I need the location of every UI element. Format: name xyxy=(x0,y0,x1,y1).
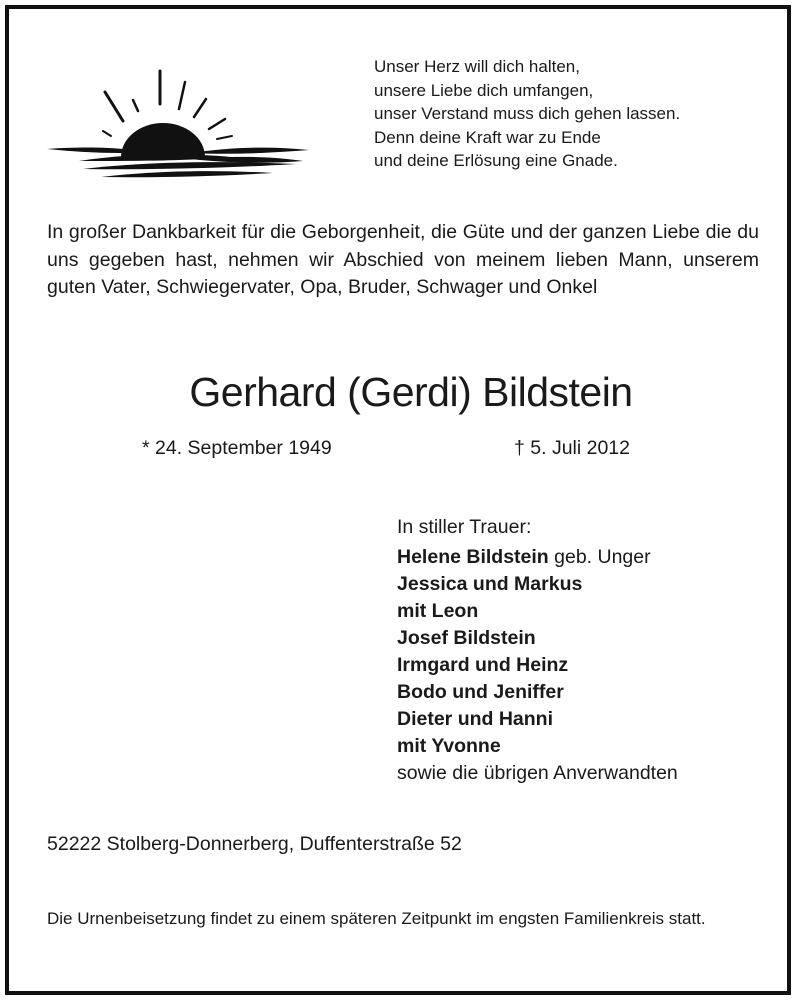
mourner-name: Jessica und Markus xyxy=(397,573,583,595)
poem xyxy=(374,55,774,173)
intro-paragraph: In großer Dankbarkeit für die Geborgenheit, die Güte und der ganzen Liebe die du uns gegeben hast, nehmen wir Abschied von meinem lieben Mann, unserem guten Vater, Schwiegervater, Opa, Bruder, Schwager und Onkel xyxy=(47,221,759,298)
birth-date: * 24. September 1949 xyxy=(142,437,332,459)
mourner-name: Bodo und Jeniffer xyxy=(397,681,564,703)
mourner-name: Irmgard und Heinz xyxy=(397,654,569,676)
mourner-suffix: geb. Unger xyxy=(548,546,651,568)
mourner-name: Dieter und Hanni xyxy=(397,708,554,730)
death-date: † 5. Juli 2012 xyxy=(514,437,631,459)
mourner-name: mit Yvonne xyxy=(397,735,501,757)
mourner-name: Josef Bildstein xyxy=(397,627,536,649)
poem-line: unsere Liebe dich umfangen, xyxy=(374,80,594,100)
sunset-icon xyxy=(41,49,313,179)
poem-line: und deine Erlösung eine Gnade. xyxy=(374,151,618,170)
burial-notice: Die Urnenbeisetzung findet zu einem späteren Zeitpunkt im engsten Familienkreis statt. xyxy=(47,909,706,928)
poem-line: Unser Herz will dich halten, xyxy=(374,57,580,76)
poem-line: Denn deine Kraft war zu Ende xyxy=(374,127,601,147)
mourner-name: mit Leon xyxy=(397,600,479,622)
obituary-frame xyxy=(5,5,791,995)
mourner-entry xyxy=(397,544,777,571)
poem-line: unser Verstand muss dich gehen lassen. xyxy=(374,104,681,123)
mourners-closing: sowie die übrigen Anverwandten xyxy=(397,762,678,784)
deceased-name: Gerhard (Gerdi) Bildstein xyxy=(189,369,633,415)
mourners-list xyxy=(397,514,777,787)
address: 52222 Stolberg-Donnerberg, Duffenterstraße 52 xyxy=(47,833,462,855)
mourner-name: Helene Bildstein xyxy=(397,546,549,568)
mourners-heading: In stiller Trauer: xyxy=(397,516,532,538)
